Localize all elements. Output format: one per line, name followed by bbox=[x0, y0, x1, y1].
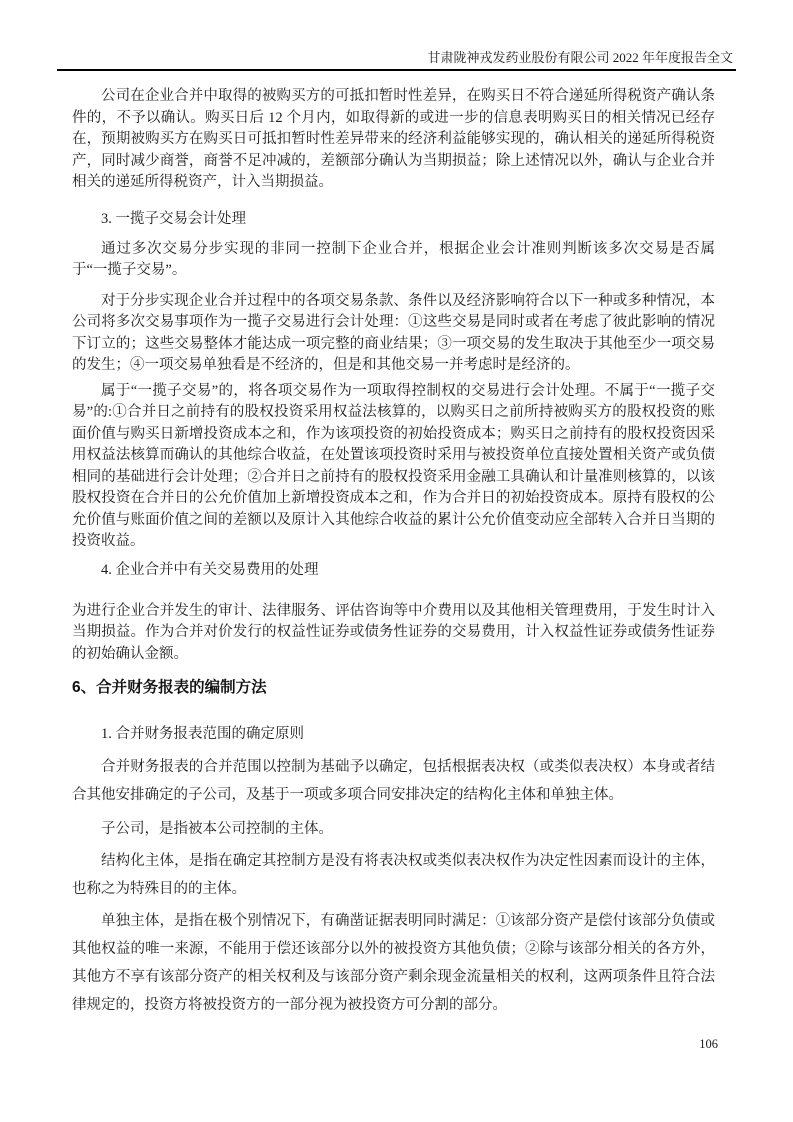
document-body bbox=[72, 86, 715, 1019]
paragraph-package-criteria: 对于分步实现企业合并过程中的各项交易条款、条件以及经济影响符合以下一种或多种情况，本公司将多次交易事项作为一揽子交易进行会计处理：①这些交易是同时或者在考虑了彼此影响的情况下订立的；这些交易整体才能达成一项完整的商业结果；③一项交易的发生取决于其他至少一项交易的发生；④一项交易单独看是不经济的，但是和其他交易一并考虑时是经济的。 bbox=[72, 292, 715, 373]
report-header-title: 甘肃陇神戎发药业股份有限公司 2022 年年度报告全文 bbox=[427, 50, 733, 65]
paragraph-deferred-tax: 公司在企业合并中取得的被购买方的可抵扣暂时性差异，在购买日不符合递延所得税资产确认条件的，不予以确认。购买日后 12 个月内，如取得新的或进一步的信息表明购买日的相关情况已经存在，预期被购买方在购买日可抵扣暂时性差异带来的经济利益能够实现的，确认相关的递延所得税资产，同时减少商誉，商誉不足冲减的，差额部分确认为当期损益；除上述情况以外，确认与企业合并相关的递延所得税资产，计入当期损益。 bbox=[72, 88, 715, 190]
paragraph-package-accounting: 属于“一揽子交易”的，将各项交易作为一项取得控制权的交易进行会计处理。不属于“一揽子交易”的:①合并日之前持有的股权投资采用权益法核算的，以购买日之前所持被购买方的股权投资的账面价值与购买日新增投资成本之和，作为该项投资的初始投资成本；购买日之前持有的股权投资因采用权益法核算而确认的其他综合收益，在处置该项投资时采用与被投资单位直接处置相关资产或负债相同的基础进行会计处理；②合并日之前持有的股权投资采用金融工具确认和计量准则核算的，以该股权投资在合并日的公允价值加上新增投资成本之和，作为合并日的初始投资成本。原持有股权的公允价值与账面价值之间的差额以及原计入其他综合收益的累计公允价值变动应全部转入合并日当期的投资收益。 bbox=[72, 382, 715, 549]
paragraph-multi-step-merger: 通过多次交易分步实现的非同一控制下企业合并，根据企业会计准则判断该多次交易是否属于“一揽子交易”。 bbox=[72, 240, 715, 278]
header-divider bbox=[57, 69, 736, 71]
subheading-consolidation-scope: 1. 合并财务报表范围的确定原则 bbox=[101, 726, 304, 742]
paragraph-separate-entity-definition: 单独主体，是指在极个别情况下，有确凿证据表明同时满足：①该部分资产是偿付该部分负债或其他权益的唯一来源，不能用于偿还该部分以外的被投资方其他负债；②除与该部分相关的各方外，其他方不享有该部分资产的相关权利及与该部分资产剩余现金流量相关的权利，这两项条件且符合法律规定的，投资方将被投资方的一部分视为被投资方可分割的部分。 bbox=[72, 913, 715, 1013]
paragraph-structured-entity-definition: 结构化主体，是指在确定其控制方是没有将表决权或类似表决权作为决定性因素而设计的主体，也称之为特殊目的的主体。 bbox=[72, 853, 715, 897]
page-footer bbox=[699, 1037, 718, 1052]
section-heading-consolidated-statements: 6、合并财务报表的编制方法 bbox=[72, 679, 267, 696]
subheading-transaction-fees: 4. 企业合并中有关交易费用的处理 bbox=[101, 561, 319, 578]
page-number: 106 bbox=[699, 1037, 718, 1051]
subheading-package-transaction: 3. 一揽子交易会计处理 bbox=[101, 210, 246, 227]
paragraph-transaction-fees: 为进行企业合并发生的审计、法律服务、评估咨询等中介费用以及其他相关管理费用，于发生时计入当期损益。作为合并对价发行的权益性证券或债务性证券的交易费用，计入权益性证券或债务性证券的初始确认金额。 bbox=[72, 602, 715, 662]
paragraph-subsidiary-definition: 子公司，是指被本公司控制的主体。 bbox=[101, 821, 333, 837]
paragraph-consolidation-scope: 合并财务报表的合并范围以控制为基础予以确定，包括根据表决权（或类似表决权）本身或者结合其他安排确定的子公司，及基于一项或多项合同安排决定的结构化主体和单独主体。 bbox=[72, 759, 715, 803]
